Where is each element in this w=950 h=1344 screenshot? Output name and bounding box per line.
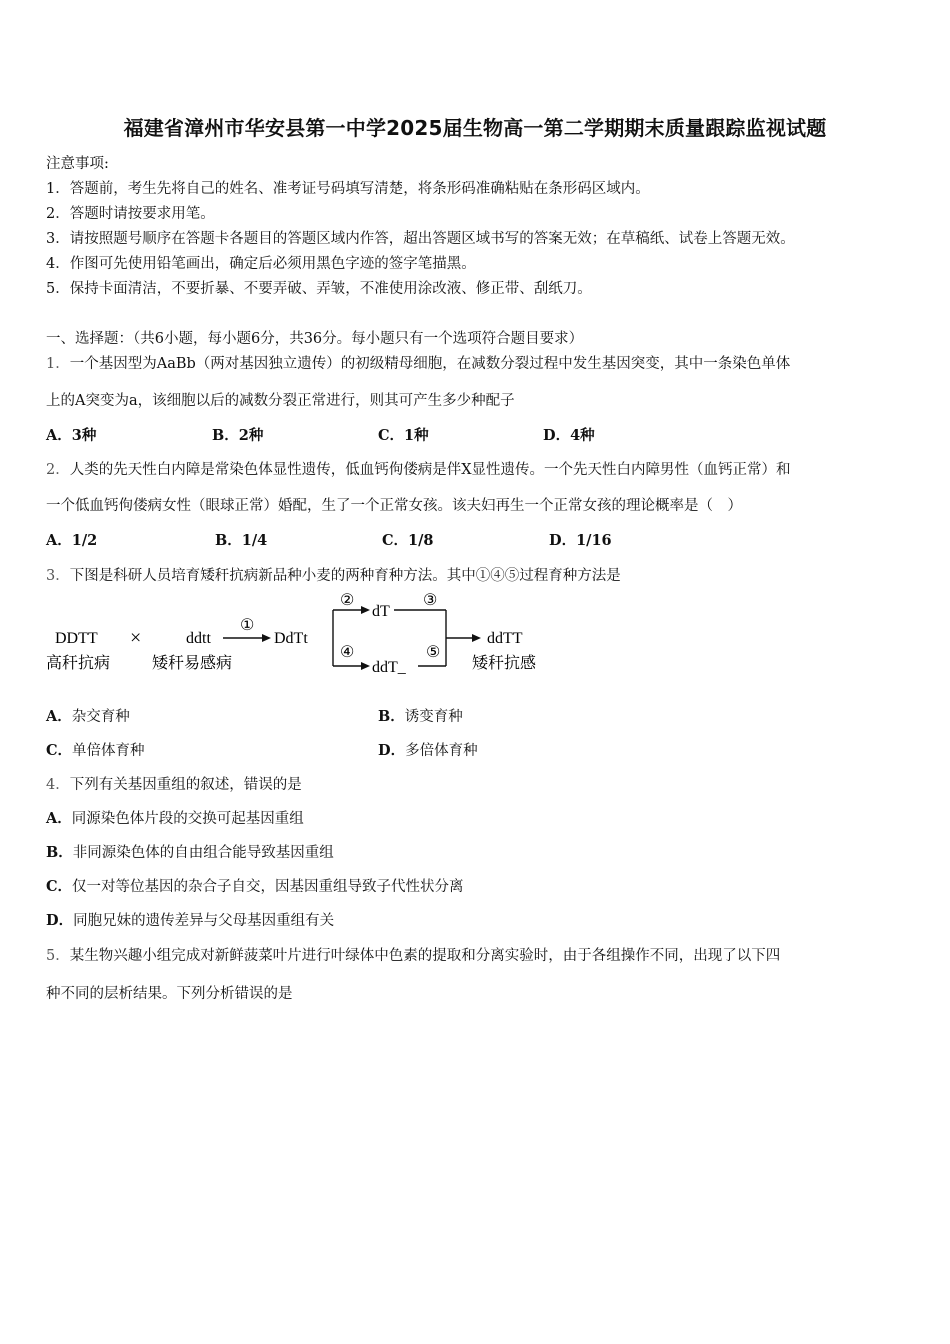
q4-option-c: C．仅一对等位基因的杂合子自交，因基因重组导致子代性状分离 <box>46 878 464 895</box>
notice-item: 3．请按照题号顺序在答题卡各题目的答题区域内作答，超出答题区域书写的答案无效；在草稿纸、试卷上答题无效。 <box>46 231 795 247</box>
q4-option-a: A．同源染色体片段的交换可起基因重组 <box>46 810 304 827</box>
q2-option-a: A．1/2 <box>46 532 98 549</box>
q1-option-d: D．4种 <box>543 427 595 444</box>
notice-heading: 注意事项: <box>46 156 109 172</box>
question-1-line-2: 上的A突变为a，该细胞以后的减数分裂正常进行，则其可产生多少种配子 <box>46 393 515 409</box>
question-number: 5． <box>46 948 70 964</box>
arrowhead-step-1 <box>262 634 271 642</box>
question-1-line-1 <box>46 352 790 373</box>
p1-genotype: DDTT <box>55 630 98 647</box>
result-genotype: ddTT <box>487 630 523 647</box>
question-number: 4． <box>46 777 70 793</box>
exam-title: 福建省漳州市华安县第一中学2025届生物高一第二学期期末质量跟踪监视试题 <box>123 116 827 140</box>
arrowhead-step-4 <box>361 662 370 670</box>
question-4-line-1 <box>46 773 302 794</box>
question-5-line-2: 种不同的层析结果。下列分析错误的是 <box>46 986 293 1002</box>
upper-genotype: dT <box>372 603 390 620</box>
notice-item: 4．作图可先使用铅笔画出，确定后必须用黑色字迹的签字笔描黑。 <box>46 256 476 272</box>
p1-label: 高秆抗病 <box>46 655 111 672</box>
question-text: 某生物兴趣小组完成对新鲜菠菜叶片进行叶绿体中色素的提取和分离实验时，由于各组操作不同，出现了以下四 <box>69 948 781 964</box>
cross-symbol: × <box>130 627 142 649</box>
question-text: 一个基因型为AaBb（两对基因独立遗传）的初级精母细胞，在减数分裂过程中发生基因突变，其中一条染色单体 <box>69 356 791 372</box>
notice-item: 1．答题前，考生先将自己的姓名、准考证号码填写清楚，将条形码准确粘贴在条形码区域内。 <box>46 181 650 197</box>
arrowhead-step-2 <box>361 606 370 614</box>
question-number: 3． <box>46 568 70 584</box>
arrowhead-result <box>472 634 481 642</box>
q1-option-a: A．3种 <box>46 427 97 444</box>
p2-genotype: ddtt <box>186 630 211 647</box>
notice-item: 2．答题时请按要求用笔。 <box>46 206 215 222</box>
question-2-line-1 <box>46 458 791 479</box>
q4-option-b: B．非同源染色体的自由组合能导致基因重组 <box>46 844 334 861</box>
q3-option-b: B．诱变育种 <box>378 708 463 725</box>
lower-genotype: ddT_ <box>372 659 406 676</box>
q2-option-d: D．1/16 <box>549 532 612 549</box>
question-5-line-1 <box>46 944 780 965</box>
q2-option-c: C．1/8 <box>382 532 434 549</box>
question-text: 人类的先天性白内障是常染色体显性遗传，低血钙佝偻病是伴X显性遗传。一个先天性白内障男性（血钙正常）和 <box>69 462 791 478</box>
step-5-label: ⑤ <box>426 644 441 661</box>
notice-item: 5．保持卡面清洁，不要折暴、不要弄破、弄皱，不准使用涂改液、修正带、刮纸刀。 <box>46 281 592 297</box>
question-2-line-2: 一个低血钙佝偻病女性（眼球正常）婚配，生了一个正常女孩。该夫妇再生一个正常女孩的理论概率是（ ） <box>46 498 742 514</box>
section-heading: 一、选择题：（共6小题，每小题6分，共36分。每小题只有一个选项符合题目要求） <box>46 331 584 347</box>
q1-option-b: B．2种 <box>212 427 264 444</box>
q3-option-a: A．杂交育种 <box>46 708 130 725</box>
step-3-label: ③ <box>423 592 438 609</box>
q4-option-d: D．同胞兄妹的遗传差异与父母基因重组有关 <box>46 912 335 929</box>
question-text: 下列有关基因重组的叙述，错误的是 <box>69 777 302 793</box>
p2-label: 矮秆易感病 <box>152 655 233 672</box>
question-3-line-1 <box>46 564 621 585</box>
q3-option-c: C．单倍体育种 <box>46 742 145 759</box>
f1-genotype: DdTt <box>274 630 308 647</box>
q1-option-c: C．1种 <box>378 427 429 444</box>
breeding-diagram <box>40 588 560 680</box>
step-4-label: ④ <box>340 644 355 661</box>
step-2-label: ② <box>340 592 355 609</box>
result-label: 矮秆抗感 <box>472 655 537 672</box>
q3-option-d: D．多倍体育种 <box>378 742 478 759</box>
question-number: 2． <box>46 462 70 478</box>
question-number: 1． <box>46 356 70 372</box>
q2-option-b: B．1/4 <box>215 532 268 549</box>
question-text: 下图是科研人员培育矮秆抗病新品种小麦的两种育种方法。其中①④⑤过程育种方法是 <box>69 568 621 584</box>
step-1-label: ① <box>240 617 255 634</box>
